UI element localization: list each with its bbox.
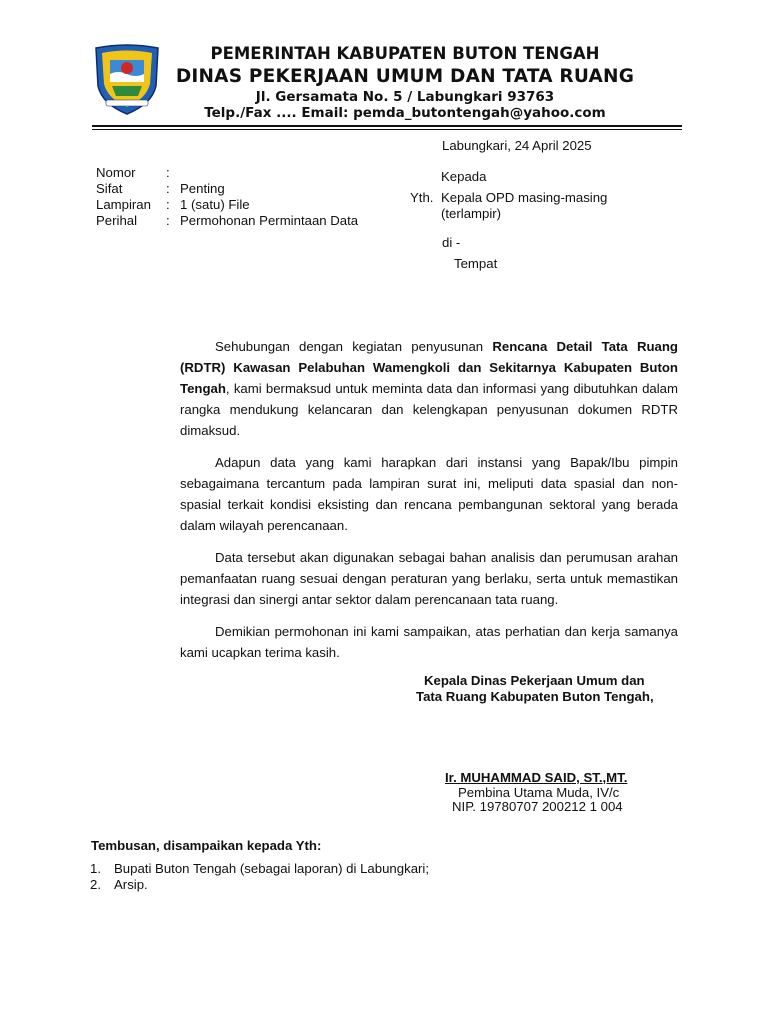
letterhead-government-name: PEMERINTAH KABUPATEN BUTON TENGAH [210,44,600,63]
meta-key: Perihal [96,213,138,228]
signature-title-line2: Tata Ruang Kabupaten Buton Tengah, [416,689,654,704]
meta-key: Nomor [96,165,136,180]
body-paragraph-4: Demikian permohonan ini kami sampaikan, atas perhatian dan kerja samanya kami ucapkan terima kasih. [180,624,678,660]
meta-sep: : [166,197,170,212]
letterhead-address: Jl. Gersamata No. 5 / Labungkari 93763 [255,89,555,105]
recipient-tempat: Tempat [454,256,498,271]
meta-sep: : [166,165,170,180]
letterhead-contact: Telp./Fax .... Email: pemda_butontengah@yahoo.com [204,105,606,121]
body-paragraph-3: Data tersebut akan digunakan sebagai bahan analisis dan perumusan arahan pemanfaatan ruang sesuai dengan peraturan yang berlaku, serta untuk memastikan integrasi dan sinergi antar sektor dalam perencanaan tata ruang. [180,550,678,607]
cc-item [90,861,429,876]
signature-title-line1: Kepala Dinas Pekerjaan Umum dan [424,673,645,688]
cc-item [90,877,148,892]
cc-heading: Tembusan, disampaikan kepada Yth: [91,838,322,853]
meta-key: Sifat [96,181,123,196]
recipient-kepada: Kepada [441,169,487,184]
cc-item-number: 2. [90,877,101,892]
letterhead-divider-thin [92,129,682,130]
signature-rank: Pembina Utama Muda, IV/c [458,785,620,800]
meta-value: 1 (satu) File [180,197,250,212]
body-paragraph-2: Adapun data yang kami harapkan dari instansi yang Bapak/Ibu pimpin sebagaimana tercantum pada lampiran surat ini, meliputi data spasial dan non-spasial terkait kondisi eksisting dan rencana pembangunan sektoral yang berada dalam wilayah perencanaan. [180,455,678,533]
meta-sep: : [166,213,170,228]
letterhead-agency-name: DINAS PEKERJAAN UMUM DAN TATA RUANG [175,66,635,87]
meta-key: Lampiran [96,197,151,212]
recipient-note: (terlampir) [441,206,502,221]
signature-name: Ir. MUHAMMAD SAID, ST.,MT. [445,770,628,785]
recipient-name: Kepala OPD masing-masing [441,190,608,205]
letter-body [180,336,678,663]
signature-nip: NIP. 19780707 200212 1 004 [452,799,623,814]
cc-item-number: 1. [90,861,101,876]
cc-item-text: Arsip. [114,877,148,892]
meta-value: Permohonan Permintaan Data [180,213,359,228]
body-p1-rest: , kami bermaksud untuk meminta data dan informasi yang dibutuhkan dalam rangka mendukung kelancaran dan kelengkapan penyusunan dokumen RDTR dimaksud. [180,381,678,438]
meta-sep: : [166,181,170,196]
body-paragraph-1 [180,336,678,441]
recipient-di: di - [442,235,461,250]
meta-value: Penting [180,181,225,196]
letter-date: Labungkari, 24 April 2025 [442,138,592,153]
body-p1-project-name: Rencana Detail Tata Ruang (RDTR) Kawasan Pelabuhan Wamengkoli dan Sekitarnya Kabupaten Buton Tengah [180,339,678,396]
letterhead-divider-thick [92,125,682,127]
recipient-yth: Yth. [410,190,434,205]
body-p1-intro: Sehubungan dengan kegiatan penyusunan [215,339,493,354]
cc-item-text: Bupati Buton Tengah (sebagai laporan) di Labungkari; [114,861,430,876]
